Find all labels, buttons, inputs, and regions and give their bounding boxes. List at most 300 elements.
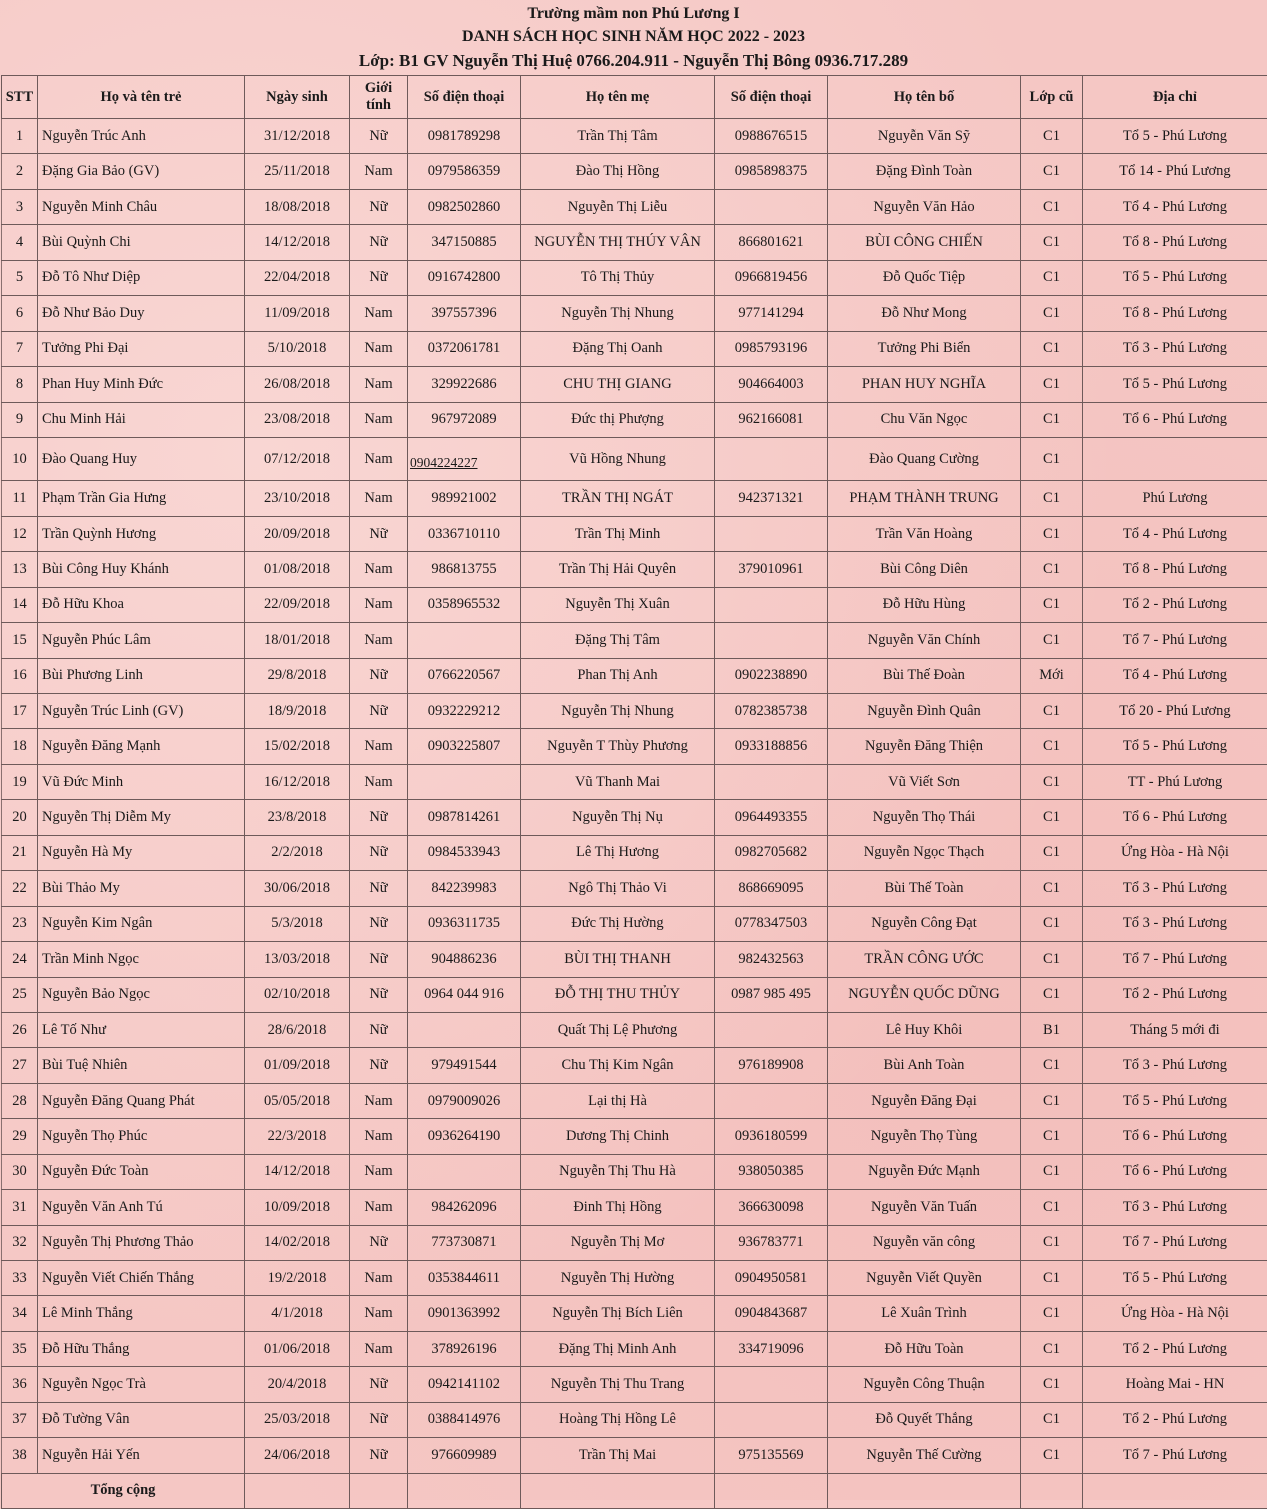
table-cell[interactable] [715, 1473, 828, 1508]
cell-phone[interactable]: 984262096 [408, 1190, 521, 1225]
cell-stt[interactable]: 16 [2, 658, 38, 693]
cell-gender[interactable]: Nữ [350, 942, 408, 977]
cell-phone[interactable]: 0984533943 [408, 835, 521, 870]
cell-mother-phone[interactable]: 975135569 [715, 1438, 828, 1473]
cell-birthdate[interactable]: 14/02/2018 [245, 1225, 350, 1260]
cell-mother-phone[interactable]: 904664003 [715, 367, 828, 402]
cell-old-class[interactable]: C1 [1021, 296, 1083, 331]
cell-birthdate[interactable]: 29/8/2018 [245, 658, 350, 693]
cell-phone[interactable]: 347150885 [408, 225, 521, 260]
cell-gender[interactable]: Nam [350, 437, 408, 480]
cell-stt[interactable]: 17 [2, 694, 38, 729]
cell-gender[interactable]: Nam [350, 331, 408, 366]
cell-child-name[interactable]: Lê Tố Như [38, 1012, 245, 1047]
cell-mother-phone[interactable]: 0904950581 [715, 1261, 828, 1296]
cell-birthdate[interactable]: 01/08/2018 [245, 552, 350, 587]
cell-stt[interactable]: 33 [2, 1261, 38, 1296]
cell-address[interactable]: TT - Phú Lương [1083, 764, 1267, 799]
col-header-old-class[interactable]: Lớp cũ [1021, 76, 1083, 119]
cell-mother-phone[interactable]: 379010961 [715, 552, 828, 587]
cell-birthdate[interactable]: 2/2/2018 [245, 835, 350, 870]
cell-mother-name[interactable]: Nguyễn Thị Nhung [521, 694, 715, 729]
cell-child-name[interactable]: Bùi Quỳnh Chi [38, 225, 245, 260]
table-cell[interactable] [521, 1473, 715, 1508]
cell-mother-phone[interactable]: 936783771 [715, 1225, 828, 1260]
cell-address[interactable]: Tổ 7 - Phú Lương [1083, 942, 1267, 977]
cell-gender[interactable]: Nam [350, 1331, 408, 1366]
cell-birthdate[interactable]: 31/12/2018 [245, 119, 350, 154]
cell-father-name[interactable]: Nguyễn Đăng Thiện [828, 729, 1021, 764]
cell-old-class[interactable]: C1 [1021, 225, 1083, 260]
table-cell[interactable] [408, 1473, 521, 1508]
cell-mother-name[interactable]: Nguyễn Thị Hường [521, 1261, 715, 1296]
cell-father-name[interactable]: Bùi Anh Toàn [828, 1048, 1021, 1083]
cell-child-name[interactable]: Trần Minh Ngọc [38, 942, 245, 977]
cell-birthdate[interactable]: 5/3/2018 [245, 906, 350, 941]
cell-old-class[interactable]: C1 [1021, 1154, 1083, 1189]
cell-phone[interactable]: 976609989 [408, 1438, 521, 1473]
cell-birthdate[interactable]: 14/12/2018 [245, 1154, 350, 1189]
cell-address[interactable]: Tổ 5 - Phú Lương [1083, 1261, 1267, 1296]
cell-father-name[interactable]: Bùi Thế Toàn [828, 871, 1021, 906]
cell-birthdate[interactable]: 30/06/2018 [245, 871, 350, 906]
cell-address[interactable]: Tổ 2 - Phú Lương [1083, 1331, 1267, 1366]
cell-old-class[interactable]: C1 [1021, 1119, 1083, 1154]
cell-phone[interactable]: 397557396 [408, 296, 521, 331]
cell-mother-phone[interactable]: 962166081 [715, 402, 828, 437]
cell-child-name[interactable]: Nguyễn Đăng Quang Phát [38, 1083, 245, 1118]
cell-father-name[interactable]: NGUYỄN QUỐC DŨNG [828, 977, 1021, 1012]
cell-stt[interactable]: 4 [2, 225, 38, 260]
col-header-father-name[interactable]: Họ tên bố [828, 76, 1021, 119]
cell-mother-name[interactable]: Nguyễn Thị Thu Trang [521, 1367, 715, 1402]
cell-address[interactable]: Tổ 5 - Phú Lương [1083, 367, 1267, 402]
cell-address[interactable]: Tổ 5 - Phú Lương [1083, 729, 1267, 764]
cell-phone[interactable]: 0964 044 916 [408, 977, 521, 1012]
col-header-mother-phone[interactable]: Số điện thoại [715, 76, 828, 119]
cell-child-name[interactable]: Nguyễn Thị Phương Thảo [38, 1225, 245, 1260]
cell-child-name[interactable]: Bùi Tuệ Nhiên [38, 1048, 245, 1083]
cell-gender[interactable]: Nam [350, 154, 408, 189]
cell-gender[interactable]: Nam [350, 1190, 408, 1225]
cell-stt[interactable]: 25 [2, 977, 38, 1012]
cell-mother-name[interactable]: Nguyễn Thị Thu Hà [521, 1154, 715, 1189]
cell-phone[interactable]: 979491544 [408, 1048, 521, 1083]
cell-birthdate[interactable]: 23/8/2018 [245, 800, 350, 835]
cell-stt[interactable]: 6 [2, 296, 38, 331]
cell-child-name[interactable]: Tưởng Phi Đại [38, 331, 245, 366]
cell-father-name[interactable]: Nguyễn Văn Chính [828, 623, 1021, 658]
cell-old-class[interactable]: C1 [1021, 1331, 1083, 1366]
cell-mother-phone[interactable]: 0988676515 [715, 119, 828, 154]
cell-address[interactable]: Ứng Hòa - Hà Nội [1083, 1296, 1267, 1331]
cell-address[interactable]: Tổ 3 - Phú Lương [1083, 1190, 1267, 1225]
cell-father-name[interactable]: Tưởng Phi Biển [828, 331, 1021, 366]
cell-child-name[interactable]: Phạm Trần Gia Hưng [38, 481, 245, 516]
cell-gender[interactable]: Nam [350, 1119, 408, 1154]
cell-phone[interactable]: 967972089 [408, 402, 521, 437]
cell-mother-name[interactable]: CHU THỊ GIANG [521, 367, 715, 402]
cell-mother-name[interactable]: Ngô Thị Thảo Vi [521, 871, 715, 906]
cell-mother-name[interactable]: ĐỖ THỊ THU THỦY [521, 977, 715, 1012]
cell-stt[interactable]: 26 [2, 1012, 38, 1047]
cell-address[interactable]: Tổ 5 - Phú Lương [1083, 260, 1267, 295]
cell-address[interactable]: Tổ 6 - Phú Lương [1083, 1119, 1267, 1154]
cell-old-class[interactable]: C1 [1021, 481, 1083, 516]
cell-phone[interactable]: 0936264190 [408, 1119, 521, 1154]
cell-address[interactable]: Tổ 3 - Phú Lương [1083, 906, 1267, 941]
cell-phone[interactable]: 773730871 [408, 1225, 521, 1260]
cell-phone[interactable]: 0987814261 [408, 800, 521, 835]
cell-mother-name[interactable]: Trần Thị Hải Quyên [521, 552, 715, 587]
cell-mother-name[interactable]: Đặng Thị Minh Anh [521, 1331, 715, 1366]
cell-old-class[interactable]: C1 [1021, 942, 1083, 977]
cell-address[interactable]: Hoàng Mai - HN [1083, 1367, 1267, 1402]
cell-mother-name[interactable]: Nguyễn Thị Bích Liên [521, 1296, 715, 1331]
cell-stt[interactable]: 18 [2, 729, 38, 764]
cell-address[interactable]: Tổ 8 - Phú Lương [1083, 225, 1267, 260]
cell-old-class[interactable]: C1 [1021, 367, 1083, 402]
cell-father-name[interactable]: Nguyễn Đình Quân [828, 694, 1021, 729]
col-header-stt[interactable]: STT [2, 76, 38, 119]
col-header-phone[interactable]: Số điện thoại [408, 76, 521, 119]
cell-mother-phone[interactable]: 0904843687 [715, 1296, 828, 1331]
cell-gender[interactable]: Nữ [350, 658, 408, 693]
cell-gender[interactable]: Nữ [350, 119, 408, 154]
cell-birthdate[interactable]: 22/3/2018 [245, 1119, 350, 1154]
cell-child-name[interactable]: Đào Quang Huy [38, 437, 245, 480]
cell-old-class[interactable]: C1 [1021, 587, 1083, 622]
cell-child-name[interactable]: Nguyễn Đăng Mạnh [38, 729, 245, 764]
cell-birthdate[interactable]: 11/09/2018 [245, 296, 350, 331]
cell-mother-phone[interactable]: 0985898375 [715, 154, 828, 189]
cell-gender[interactable]: Nữ [350, 871, 408, 906]
cell-birthdate[interactable]: 18/08/2018 [245, 189, 350, 224]
cell-mother-phone[interactable]: 0982705682 [715, 835, 828, 870]
cell-old-class[interactable]: C1 [1021, 552, 1083, 587]
cell-mother-phone[interactable] [715, 1402, 828, 1437]
cell-father-name[interactable]: Nguyễn Văn Sỹ [828, 119, 1021, 154]
cell-stt[interactable]: 29 [2, 1119, 38, 1154]
cell-address[interactable]: Tổ 7 - Phú Lương [1083, 1225, 1267, 1260]
cell-stt[interactable]: 14 [2, 587, 38, 622]
cell-stt[interactable]: 10 [2, 437, 38, 480]
col-header-gender[interactable]: Giới tính [350, 76, 408, 119]
cell-stt[interactable]: 22 [2, 871, 38, 906]
cell-birthdate[interactable]: 16/12/2018 [245, 764, 350, 799]
cell-mother-phone[interactable]: 977141294 [715, 296, 828, 331]
cell-father-name[interactable]: Đỗ Hữu Hùng [828, 587, 1021, 622]
cell-stt[interactable]: 8 [2, 367, 38, 402]
cell-gender[interactable]: Nữ [350, 1402, 408, 1437]
cell-address[interactable]: Tổ 2 - Phú Lương [1083, 1402, 1267, 1437]
cell-gender[interactable]: Nữ [350, 977, 408, 1012]
table-cell[interactable] [1083, 1473, 1267, 1508]
cell-old-class[interactable]: C1 [1021, 764, 1083, 799]
cell-address[interactable]: Tổ 2 - Phú Lương [1083, 977, 1267, 1012]
cell-old-class[interactable]: C1 [1021, 1261, 1083, 1296]
cell-child-name[interactable]: Lê Minh Thắng [38, 1296, 245, 1331]
cell-stt[interactable]: 21 [2, 835, 38, 870]
cell-address[interactable]: Tổ 6 - Phú Lương [1083, 1154, 1267, 1189]
cell-mother-name[interactable]: Lại thị Hà [521, 1083, 715, 1118]
cell-old-class[interactable]: C1 [1021, 516, 1083, 551]
cell-birthdate[interactable]: 5/10/2018 [245, 331, 350, 366]
cell-phone[interactable]: 329922686 [408, 367, 521, 402]
table-cell[interactable] [350, 1473, 408, 1508]
cell-phone[interactable]: 0372061781 [408, 331, 521, 366]
cell-father-name[interactable]: Nguyễn Thế Cường [828, 1438, 1021, 1473]
cell-mother-name[interactable]: Tô Thị Thủy [521, 260, 715, 295]
cell-mother-name[interactable]: Trần Thị Mai [521, 1438, 715, 1473]
cell-old-class[interactable]: C1 [1021, 623, 1083, 658]
cell-mother-name[interactable]: Phan Thị Anh [521, 658, 715, 693]
cell-birthdate[interactable]: 20/4/2018 [245, 1367, 350, 1402]
cell-birthdate[interactable]: 28/6/2018 [245, 1012, 350, 1047]
cell-mother-phone[interactable] [715, 1367, 828, 1402]
cell-mother-name[interactable]: Nguyễn Thị Mơ [521, 1225, 715, 1260]
cell-father-name[interactable]: Đỗ Quốc Tiệp [828, 260, 1021, 295]
cell-child-name[interactable]: Nguyễn Trúc Linh (GV) [38, 694, 245, 729]
cell-phone[interactable]: 0388414976 [408, 1402, 521, 1437]
cell-birthdate[interactable]: 18/01/2018 [245, 623, 350, 658]
cell-stt[interactable]: 38 [2, 1438, 38, 1473]
cell-mother-phone[interactable]: 982432563 [715, 942, 828, 977]
cell-child-name[interactable]: Nguyễn Hải Yến [38, 1438, 245, 1473]
cell-father-name[interactable]: Chu Văn Ngọc [828, 402, 1021, 437]
cell-child-name[interactable]: Đặng Gia Bảo (GV) [38, 154, 245, 189]
cell-old-class[interactable]: C1 [1021, 437, 1083, 480]
cell-old-class[interactable]: C1 [1021, 729, 1083, 764]
cell-mother-phone[interactable]: 976189908 [715, 1048, 828, 1083]
cell-address[interactable] [1083, 437, 1267, 480]
cell-child-name[interactable]: Nguyễn Ngọc Trà [38, 1367, 245, 1402]
cell-phone[interactable] [408, 1012, 521, 1047]
cell-birthdate[interactable]: 14/12/2018 [245, 225, 350, 260]
cell-mother-name[interactable]: Vũ Thanh Mai [521, 764, 715, 799]
cell-child-name[interactable]: Đỗ Tô Như Diệp [38, 260, 245, 295]
cell-gender[interactable]: Nữ [350, 225, 408, 260]
cell-mother-name[interactable]: Lê Thị Hương [521, 835, 715, 870]
cell-mother-name[interactable]: Vũ Hồng Nhung [521, 437, 715, 480]
cell-phone[interactable]: 0336710110 [408, 516, 521, 551]
cell-mother-name[interactable]: Dương Thị Chinh [521, 1119, 715, 1154]
cell-gender[interactable]: Nữ [350, 516, 408, 551]
cell-child-name[interactable]: Đỗ Như Bảo Duy [38, 296, 245, 331]
cell-mother-phone[interactable] [715, 1083, 828, 1118]
cell-address[interactable]: Ứng Hòa - Hà Nội [1083, 835, 1267, 870]
cell-father-name[interactable]: PHẠM THÀNH TRUNG [828, 481, 1021, 516]
cell-birthdate[interactable]: 23/10/2018 [245, 481, 350, 516]
cell-phone[interactable]: 0942141102 [408, 1367, 521, 1402]
cell-child-name[interactable]: Phan Huy Minh Đức [38, 367, 245, 402]
cell-old-class[interactable]: C1 [1021, 1367, 1083, 1402]
cell-father-name[interactable]: Đỗ Hữu Toàn [828, 1331, 1021, 1366]
cell-mother-name[interactable]: Trần Thị Minh [521, 516, 715, 551]
cell-father-name[interactable]: PHAN HUY NGHĨA [828, 367, 1021, 402]
cell-old-class[interactable]: C1 [1021, 119, 1083, 154]
cell-mother-phone[interactable] [715, 1012, 828, 1047]
cell-birthdate[interactable]: 10/09/2018 [245, 1190, 350, 1225]
cell-mother-phone[interactable]: 942371321 [715, 481, 828, 516]
cell-child-name[interactable]: Vũ Đức Minh [38, 764, 245, 799]
cell-address[interactable]: Tổ 6 - Phú Lương [1083, 800, 1267, 835]
cell-gender[interactable]: Nữ [350, 694, 408, 729]
cell-mother-phone[interactable]: 0966819456 [715, 260, 828, 295]
cell-old-class[interactable]: C1 [1021, 1048, 1083, 1083]
cell-mother-name[interactable]: Đào Thị Hồng [521, 154, 715, 189]
cell-mother-phone[interactable]: 0778347503 [715, 906, 828, 941]
cell-address[interactable]: Tổ 3 - Phú Lương [1083, 331, 1267, 366]
cell-gender[interactable]: Nam [350, 1154, 408, 1189]
cell-old-class[interactable]: C1 [1021, 331, 1083, 366]
cell-gender[interactable]: Nam [350, 1083, 408, 1118]
cell-old-class[interactable]: Mới [1021, 658, 1083, 693]
cell-phone[interactable]: 0766220567 [408, 658, 521, 693]
cell-birthdate[interactable]: 01/09/2018 [245, 1048, 350, 1083]
cell-mother-phone[interactable]: 938050385 [715, 1154, 828, 1189]
cell-child-name[interactable]: Đỗ Tường Vân [38, 1402, 245, 1437]
cell-stt[interactable]: 3 [2, 189, 38, 224]
cell-phone[interactable]: 0979586359 [408, 154, 521, 189]
cell-mother-phone[interactable]: 866801621 [715, 225, 828, 260]
cell-child-name[interactable]: Nguyễn Kim Ngân [38, 906, 245, 941]
cell-stt[interactable]: 32 [2, 1225, 38, 1260]
cell-old-class[interactable]: C1 [1021, 1083, 1083, 1118]
cell-mother-name[interactable]: Nguyễn Thị Xuân [521, 587, 715, 622]
cell-address[interactable]: Tháng 5 mới đi [1083, 1012, 1267, 1047]
cell-birthdate[interactable]: 02/10/2018 [245, 977, 350, 1012]
cell-gender[interactable]: Nữ [350, 260, 408, 295]
cell-phone[interactable]: 378926196 [408, 1331, 521, 1366]
cell-father-name[interactable]: Nguyễn Đức Mạnh [828, 1154, 1021, 1189]
cell-gender[interactable]: Nữ [350, 906, 408, 941]
cell-address[interactable]: Tổ 6 - Phú Lương [1083, 402, 1267, 437]
cell-birthdate[interactable]: 13/03/2018 [245, 942, 350, 977]
cell-mother-phone[interactable] [715, 516, 828, 551]
cell-address[interactable]: Phú Lương [1083, 481, 1267, 516]
cell-child-name[interactable]: Trần Quỳnh Hương [38, 516, 245, 551]
cell-child-name[interactable]: Nguyễn Bảo Ngọc [38, 977, 245, 1012]
cell-old-class[interactable]: C1 [1021, 977, 1083, 1012]
cell-stt[interactable]: 15 [2, 623, 38, 658]
cell-mother-phone[interactable]: 366630098 [715, 1190, 828, 1225]
cell-address[interactable]: Tổ 5 - Phú Lương [1083, 119, 1267, 154]
cell-mother-phone[interactable]: 0902238890 [715, 658, 828, 693]
cell-stt[interactable]: 23 [2, 906, 38, 941]
cell-father-name[interactable]: Nguyễn Đăng Đại [828, 1083, 1021, 1118]
cell-address[interactable]: Tổ 4 - Phú Lương [1083, 516, 1267, 551]
cell-birthdate[interactable]: 20/09/2018 [245, 516, 350, 551]
cell-stt[interactable]: 2 [2, 154, 38, 189]
cell-child-name[interactable]: Bùi Thảo My [38, 871, 245, 906]
cell-old-class[interactable]: C1 [1021, 1296, 1083, 1331]
cell-stt[interactable]: 20 [2, 800, 38, 835]
cell-birthdate[interactable]: 4/1/2018 [245, 1296, 350, 1331]
cell-gender[interactable]: Nam [350, 729, 408, 764]
cell-phone[interactable]: 842239983 [408, 871, 521, 906]
cell-mother-phone[interactable] [715, 437, 828, 480]
cell-father-name[interactable]: Nguyễn Công Đạt [828, 906, 1021, 941]
cell-address[interactable]: Tổ 14 - Phú Lương [1083, 154, 1267, 189]
cell-father-name[interactable]: Vũ Viết Sơn [828, 764, 1021, 799]
cell-address[interactable]: Tổ 8 - Phú Lương [1083, 296, 1267, 331]
cell-mother-name[interactable]: Đức Thị Hường [521, 906, 715, 941]
cell-gender[interactable]: Nam [350, 764, 408, 799]
col-header-child-name[interactable]: Họ và tên trẻ [38, 76, 245, 119]
cell-birthdate[interactable]: 07/12/2018 [245, 437, 350, 480]
cell-father-name[interactable]: Lê Huy Khôi [828, 1012, 1021, 1047]
cell-birthdate[interactable]: 25/11/2018 [245, 154, 350, 189]
cell-mother-phone[interactable]: 0936180599 [715, 1119, 828, 1154]
cell-old-class[interactable]: C1 [1021, 402, 1083, 437]
cell-father-name[interactable]: Nguyễn Thọ Thái [828, 800, 1021, 835]
cell-child-name[interactable]: Bùi Công Huy Khánh [38, 552, 245, 587]
cell-birthdate[interactable]: 19/2/2018 [245, 1261, 350, 1296]
cell-father-name[interactable]: Đỗ Như Mong [828, 296, 1021, 331]
cell-old-class[interactable]: C1 [1021, 871, 1083, 906]
cell-old-class[interactable]: C1 [1021, 694, 1083, 729]
cell-stt[interactable]: 35 [2, 1331, 38, 1366]
cell-father-name[interactable]: Nguyễn văn công [828, 1225, 1021, 1260]
cell-phone[interactable]: 0358965532 [408, 587, 521, 622]
cell-birthdate[interactable]: 22/04/2018 [245, 260, 350, 295]
col-header-mother-name[interactable]: Họ tên mẹ [521, 76, 715, 119]
cell-mother-phone[interactable]: 334719096 [715, 1331, 828, 1366]
cell-gender[interactable]: Nữ [350, 1225, 408, 1260]
cell-gender[interactable]: Nam [350, 623, 408, 658]
cell-phone[interactable]: 904886236 [408, 942, 521, 977]
cell-father-name[interactable]: Nguyễn Thọ Tùng [828, 1119, 1021, 1154]
cell-mother-name[interactable]: Chu Thị Kim Ngân [521, 1048, 715, 1083]
cell-phone[interactable]: 0936311735 [408, 906, 521, 941]
total-label[interactable]: Tổng cộng [2, 1473, 245, 1508]
cell-gender[interactable]: Nữ [350, 1438, 408, 1473]
cell-mother-name[interactable]: Quất Thị Lệ Phương [521, 1012, 715, 1047]
table-cell[interactable] [245, 1473, 350, 1508]
cell-mother-phone[interactable]: 0964493355 [715, 800, 828, 835]
cell-gender[interactable]: Nữ [350, 1048, 408, 1083]
cell-gender[interactable]: Nam [350, 481, 408, 516]
cell-gender[interactable]: Nữ [350, 835, 408, 870]
cell-gender[interactable]: Nữ [350, 800, 408, 835]
cell-phone[interactable]: 0904224227 [408, 437, 521, 480]
cell-mother-name[interactable]: Hoàng Thị Hồng Lê [521, 1402, 715, 1437]
cell-stt[interactable]: 37 [2, 1402, 38, 1437]
cell-gender[interactable]: Nữ [350, 1012, 408, 1047]
cell-gender[interactable]: Nam [350, 1261, 408, 1296]
cell-child-name[interactable]: Nguyễn Thọ Phúc [38, 1119, 245, 1154]
cell-gender[interactable]: Nam [350, 296, 408, 331]
cell-address[interactable]: Tổ 3 - Phú Lương [1083, 871, 1267, 906]
cell-old-class[interactable]: C1 [1021, 1438, 1083, 1473]
cell-address[interactable]: Tổ 7 - Phú Lương [1083, 1438, 1267, 1473]
cell-father-name[interactable]: Nguyễn Ngọc Thạch [828, 835, 1021, 870]
cell-birthdate[interactable]: 18/9/2018 [245, 694, 350, 729]
cell-mother-name[interactable]: Đặng Thị Tâm [521, 623, 715, 658]
cell-mother-name[interactable]: NGUYỄN THỊ THÚY VÂN [521, 225, 715, 260]
cell-old-class[interactable]: C1 [1021, 906, 1083, 941]
cell-mother-phone[interactable]: 0933188856 [715, 729, 828, 764]
cell-phone[interactable]: 0982502860 [408, 189, 521, 224]
cell-address[interactable]: Tổ 7 - Phú Lương [1083, 623, 1267, 658]
cell-phone[interactable]: 0901363992 [408, 1296, 521, 1331]
cell-stt[interactable]: 9 [2, 402, 38, 437]
cell-phone[interactable]: 0353844611 [408, 1261, 521, 1296]
cell-child-name[interactable]: Nguyễn Phúc Lâm [38, 623, 245, 658]
col-header-birthdate[interactable]: Ngày sinh [245, 76, 350, 119]
cell-phone[interactable]: 0932229212 [408, 694, 521, 729]
